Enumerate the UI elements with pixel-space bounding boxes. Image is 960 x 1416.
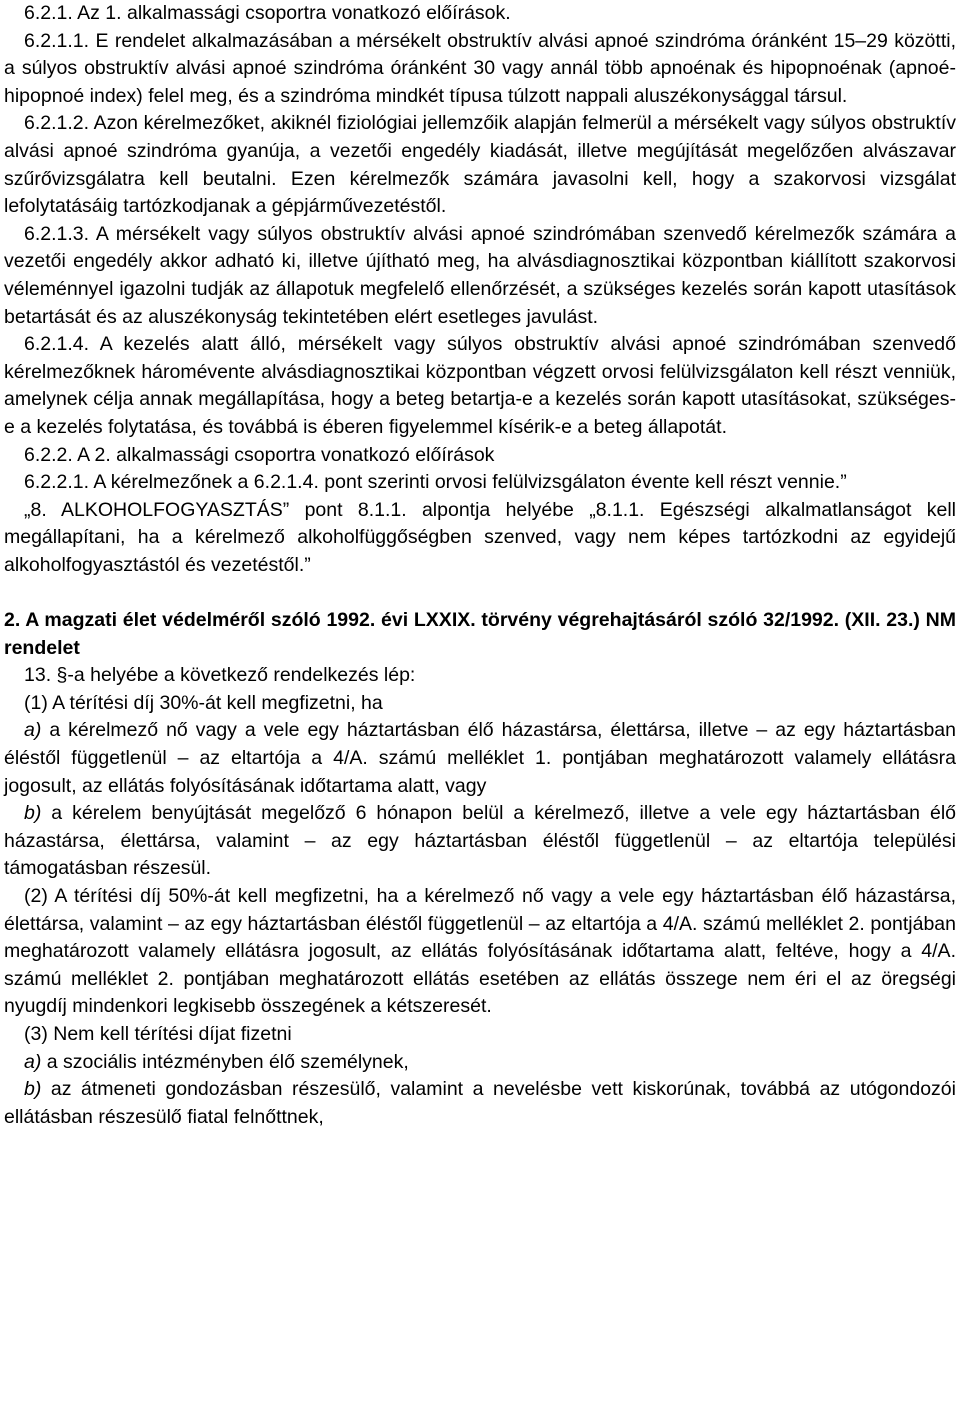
paragraph-13: 13. §-a helyébe a következő rendelkezés lép: bbox=[24, 664, 416, 687]
paragraph-6-2-2-1: 6.2.2.1. A kérelmezőnek a 6.2.1.4. pont szerinti orvosi felülvizsgálaton évente kell részt vennie.” bbox=[24, 471, 847, 494]
document-page bbox=[4, 0, 956, 1131]
item-label-b: b) bbox=[24, 802, 42, 825]
item-text-1-a: a kérelmező nő vagy a vele egy háztartásban élő házastársa, élettársa, illetve – az egy háztartásban éléstől függetlenül – az eltartója a 4/A. számú melléklet 1. pontjában meghatározott valamely ellátásra jogosult, az ellátás folyósításának időtartama alatt, vagy bbox=[4, 719, 956, 797]
paragraph-3: (3) Nem kell térítési díjat fizetni bbox=[24, 1022, 292, 1045]
section-title: 2. A magzati élet védelméről szóló 1992. évi LXXIX. törvény végrehajtásáról szóló 32/1992. (XII. 23.) NM rendelet bbox=[4, 609, 956, 659]
paragraph-1-b bbox=[4, 800, 956, 883]
paragraph-6-2-1-2: 6.2.1.2. Azon kérelmezőket, akiknél fiziológiai jellemzőik alapján felmerül a mérsékelt vagy súlyos obstruktív alvási apnoé szindróma gyanúja, a vezetői engedély kiadását, illetve megújítását megelőzően alvászavar szűrővizsgálatra kell beutalni. Ezen kérelmezők számára javasolni kell, hogy a szakorvosi vizsgálat lefolytatásáig tartózkodjanak a gépjárművezetéstől. bbox=[4, 112, 956, 218]
paragraph-1-a bbox=[4, 717, 956, 800]
heading-6-2-1: 6.2.1. Az 1. alkalmassági csoportra vonatkozó előírások. bbox=[24, 2, 511, 24]
item-text-1-b: a kérelem benyújtását megelőző 6 hónapon belül a kérelmező, illetve a vele egy háztartásban élő házastársa, élettársa, valamint – az egy háztartásban éléstől függetlenül – az eltartója települési támogatásban részesül. bbox=[4, 802, 956, 880]
item-label-3a: a) bbox=[24, 1050, 42, 1073]
paragraph-2: (2) A térítési díj 50%-át kell megfizetni, ha a kérelmező nő vagy a vele egy háztartásban élő házastársa, élettársa, valamint – az egy háztartásban éléstől függetlenül – az eltartója a 4/A. számú melléklet 2. pontjában meghatározott valamely ellátásra jogosult, az ellátás folyósításának időtartama alatt, feltéve, hogy a 4/A. számú melléklet 2. pontjában meghatározott ellátás esetében az ellátás összege nem éri el az öregségi nyugdíj mindenkori legkisebb összegének a kétszeresét. bbox=[4, 885, 956, 1018]
paragraph-6-2-1-4: 6.2.1.4. A kezelés alatt álló, mérsékelt vagy súlyos obstruktív alvási apnoé szindrómában szenvedő kérelmezőknek háromévente alvásdiagnosztikai központban végzett orvosi felülvizsgálaton kell részt venniük, amelynek célja annak megállapítása, hogy a beteg betartja-e a kezelés során kapott utasításokat, szükséges-e a kezelés folytatása, és továbbá is éberen figyelemmel kísérik-e a beteg állapotát. bbox=[4, 333, 956, 438]
item-label-3b: b) bbox=[24, 1078, 42, 1101]
paragraph-3-b bbox=[4, 1076, 956, 1131]
paragraph-6-2-1-1: 6.2.1.1. E rendelet alkalmazásában a mérsékelt obstruktív alvási apnoé szindróma óránként 15–29 közötti, a súlyos obstruktív alvási apnoé szindróma óránként 30 vagy annál több apnoénak és hipopnoénak (apnoé-hipopnoé index) felel meg, és a szindróma mindkét típusa túlzott nappali aluszékonysággal társul. bbox=[4, 29, 956, 107]
item-label-a: a) bbox=[24, 719, 42, 742]
item-text-3-a: a szociális intézményben élő személynek, bbox=[41, 1050, 409, 1073]
item-text-3-b: az átmeneti gondozásban részesülő, valamint a nevelésbe vett kiskorúnak, továbbá az utógondozói ellátásban részesülő fiatal felnőttnek, bbox=[4, 1078, 956, 1128]
heading-6-2-2: 6.2.2. A 2. alkalmassági csoportra vonatkozó előírások bbox=[24, 443, 495, 466]
paragraph-1: (1) A térítési díj 30%-át kell megfizetni, ha bbox=[24, 691, 383, 714]
paragraph-alkoholfogyasztas: „8. ALKOHOLFOGYASZTÁS” pont 8.1.1. alpontja helyébe „8.1.1. Egészségi alkalmatlanságot kell megállapítani, ha a kérelmező alkoholfüggőségben szenved, vagy nem képes tartózkodni az egyidejű alkoholfogyasztástól és vezetéstől.” bbox=[4, 498, 956, 576]
paragraph-3-a bbox=[4, 1049, 956, 1077]
paragraph-6-2-1-3: 6.2.1.3. A mérsékelt vagy súlyos obstruktív alvási apnoé szindrómában szenvedő kérelmezők számára a vezetői engedély akkor adható ki, illetve újítható meg, ha alvásdiagnosztikai központban kiállított szakorvosi véleménnyel igazolni tudják az állapotuk megfelelő ellenőrzését, a szükséges kezelés során kapott utasítások betartását és az aluszékonyság tekintetében elért esetleges javulást. bbox=[4, 222, 956, 328]
